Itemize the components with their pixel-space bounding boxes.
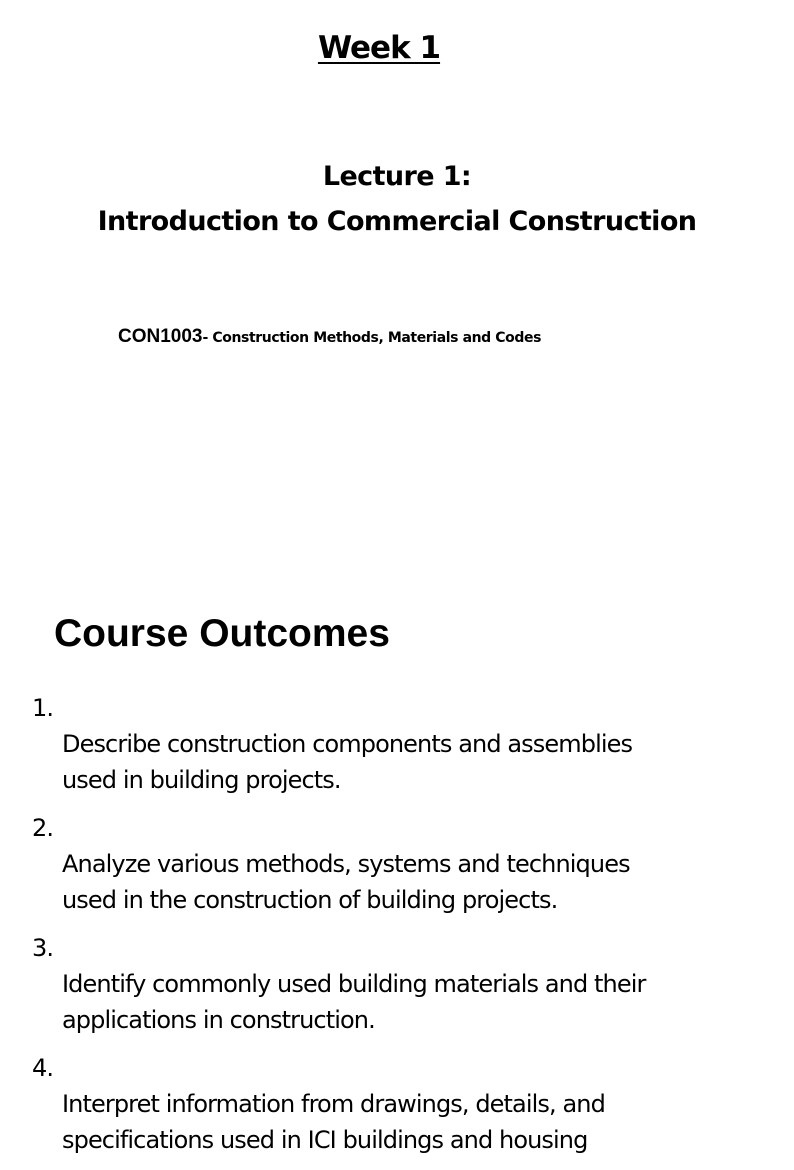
- outcome-text: Identify commonly used building materials and their applications in construction.: [62, 970, 646, 1034]
- outcome-number: 4.: [32, 1054, 54, 1082]
- course-outcomes-slide: [0, 560, 768, 1154]
- course-code: CON1003: [118, 326, 203, 347]
- outcome-list: [32, 690, 752, 1170]
- outcome-item: [32, 930, 752, 1038]
- outcome-item: [32, 1050, 752, 1158]
- outcome-number: 1.: [32, 694, 54, 722]
- outcome-item: [32, 810, 752, 918]
- outcomes-title: Course Outcomes: [54, 612, 390, 655]
- lecture-title: Introduction to Commercial Construction: [97, 206, 697, 237]
- outcome-text: Analyze various methods, systems and techniques used in the construction of building projects.: [62, 850, 630, 914]
- course-line: [118, 326, 541, 348]
- outcome-text: Interpret information from drawings, details, and specifications used in ICI buildings and housing: [62, 1090, 605, 1154]
- lecture-heading: [0, 154, 794, 244]
- title-slide: [0, 0, 768, 560]
- lecture-label: Lecture 1:: [322, 161, 472, 192]
- course-name: - Construction Methods, Materials and Codes: [202, 330, 542, 346]
- outcome-number: 2.: [32, 814, 54, 842]
- outcome-text: Describe construction components and assemblies used in building projects.: [62, 730, 633, 794]
- week-title: Week 1: [317, 30, 441, 66]
- outcome-number: 3.: [32, 934, 54, 962]
- outcome-item: [32, 690, 752, 798]
